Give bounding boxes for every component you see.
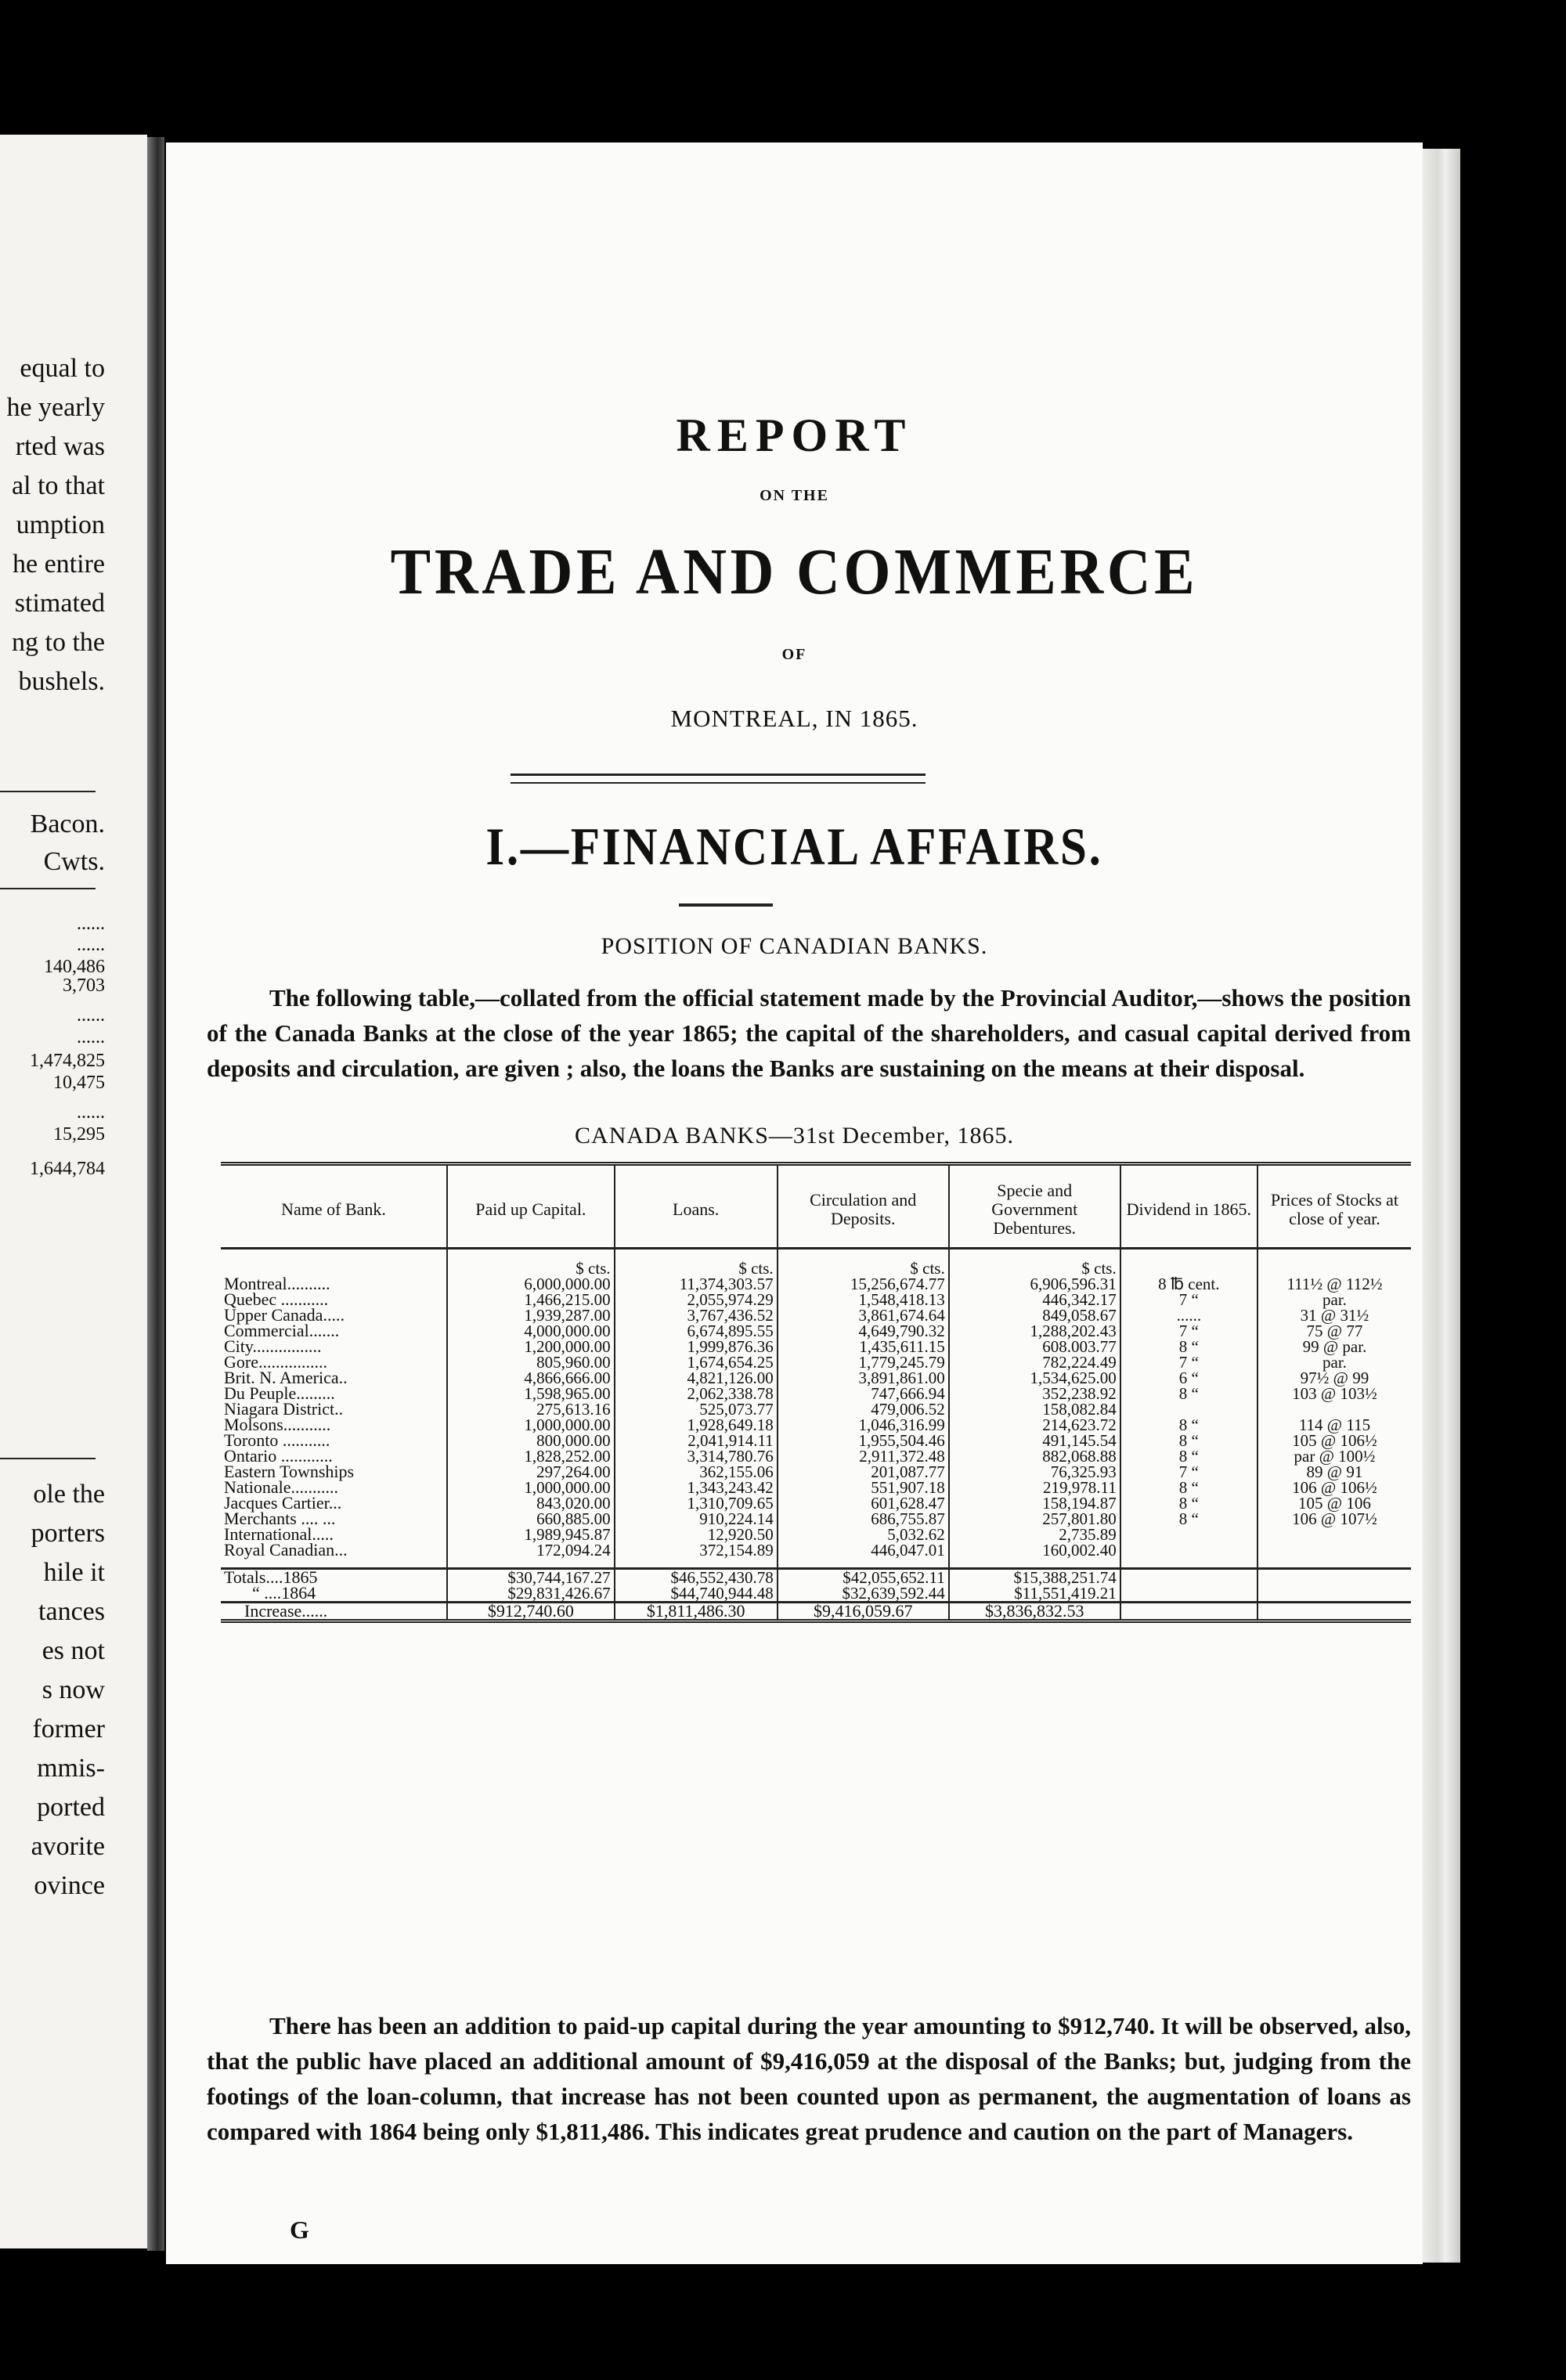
table-row: [221, 1323, 1411, 1339]
circulation-deposits: 686,755.87: [778, 1511, 949, 1527]
table-row: [221, 1307, 1411, 1323]
stock-price: 105 @ 106: [1257, 1495, 1411, 1511]
table-row: [221, 1354, 1411, 1370]
bank-name: Upper Canada.....: [224, 1305, 345, 1325]
table-row: [221, 1401, 1411, 1417]
table-row: [221, 1276, 1411, 1292]
sub-heading: POSITION OF CANADIAN BANKS.: [601, 933, 988, 959]
dividend: 7 “: [1120, 1354, 1257, 1370]
paid-up-capital: 800,000.00: [447, 1433, 615, 1448]
specie-debentures: 214,623.72: [949, 1417, 1120, 1433]
stock-price: 114 @ 115: [1257, 1417, 1411, 1433]
facing-page-value: ......: [77, 1027, 105, 1048]
circulation-deposits: 1,955,504.46: [778, 1433, 949, 1448]
dividend: [1120, 1542, 1257, 1569]
specie-debentures: 1,534,625.00: [949, 1370, 1120, 1386]
facing-page-line: ovince: [34, 1871, 105, 1900]
bank-name: Eastern Townships: [224, 1462, 355, 1481]
bank-name: Quebec ...........: [224, 1289, 329, 1309]
loans: 910,224.14: [615, 1511, 778, 1527]
facing-page-line: al to that: [12, 471, 105, 500]
table-row: [221, 1480, 1411, 1495]
specie-debentures: 782,224.49: [949, 1354, 1120, 1370]
circulation-deposits: 201,087.77: [778, 1464, 949, 1480]
loans: 525,073.77: [615, 1401, 778, 1417]
stock-price: 31 @ 31½: [1257, 1307, 1411, 1323]
facing-page-line: ole the: [33, 1480, 105, 1509]
loans: 2,062,338.78: [615, 1386, 778, 1401]
empty-cell: [1120, 1603, 1257, 1621]
paid-up-capital: 275,613.16: [447, 1401, 615, 1417]
totals-circulation: $42,055,652.11: [778, 1569, 949, 1586]
loans: 2,055,974.29: [615, 1292, 778, 1307]
facing-page-line: rted was: [15, 432, 105, 461]
table-row: [221, 1511, 1411, 1527]
specie-debentures: 882,068.88: [949, 1448, 1120, 1464]
paid-up-capital: 660,885.00: [447, 1511, 615, 1527]
bank-name: Montreal..........: [224, 1274, 330, 1293]
facing-page-line: es not: [41, 1636, 105, 1665]
circulation-deposits: 3,891,861.00: [778, 1370, 949, 1386]
unit-cell: $ cts.: [447, 1249, 615, 1277]
stock-price: [1257, 1542, 1411, 1569]
facing-page-line: ng to the: [12, 628, 105, 657]
stock-price: par.: [1257, 1354, 1411, 1370]
title-connector: OF: [781, 646, 807, 663]
increase-capital: $912,740.60: [447, 1603, 615, 1621]
totals-capital: $30,744,167.27: [447, 1569, 615, 1586]
facing-page: [0, 135, 147, 2248]
dividend: 6 “: [1120, 1370, 1257, 1386]
increase-specie: $3,836,832.53: [949, 1603, 1120, 1621]
facing-page-value: ......: [77, 1102, 105, 1123]
empty-cell: [1120, 1585, 1257, 1603]
dividend: 7 “: [1120, 1292, 1257, 1307]
facing-page-line: ported: [37, 1793, 105, 1822]
specie-debentures: 491,145.54: [949, 1433, 1120, 1448]
facing-page-value: 10,475: [53, 1073, 105, 1093]
increase-label: Increase......: [221, 1603, 447, 1621]
circulation-deposits: 1,435,611.15: [778, 1339, 949, 1354]
report-page: [166, 142, 1423, 2264]
short-rule: [679, 903, 773, 907]
loans: 372,154.89: [615, 1542, 778, 1569]
facing-page-line: mmis-: [37, 1754, 105, 1783]
specie-debentures: 849,058.67: [949, 1307, 1120, 1323]
table-row: [221, 1433, 1411, 1448]
facing-page-value: 15,295: [53, 1124, 105, 1145]
specie-debentures: 160,002.40: [949, 1542, 1120, 1569]
specie-debentures: 158,194.87: [949, 1495, 1120, 1511]
bank-name: Royal Canadian...: [224, 1540, 348, 1560]
loans: 4,821,126.00: [615, 1370, 778, 1386]
report-title: REPORT: [676, 409, 913, 461]
circulation-deposits: 1,548,418.13: [778, 1292, 949, 1307]
dividend: 7 “: [1120, 1323, 1257, 1339]
dividend: 8 “: [1120, 1433, 1257, 1448]
paid-up-capital: 1,000,000.00: [447, 1480, 615, 1495]
column-header: Bacon.: [30, 810, 105, 838]
specie-debentures: 446,342.17: [949, 1292, 1120, 1307]
empty-cell: [1257, 1603, 1411, 1621]
loans: 3,314,780.76: [615, 1448, 778, 1464]
bank-name: Gore................: [224, 1352, 327, 1372]
bank-name: International.....: [224, 1524, 334, 1544]
table-row: [221, 1542, 1411, 1569]
stock-price: 97½ @ 99: [1257, 1370, 1411, 1386]
column-header: Circulation and Deposits.: [778, 1164, 949, 1249]
table-row: [221, 1370, 1411, 1386]
loans: 1,999,876.36: [615, 1339, 778, 1354]
bank-name: Molsons...........: [224, 1415, 331, 1434]
closing-paragraph: There has been an addition to paid-up capital during the year amounting to $912,740. It will be observed, also, that the public have placed an additional amount of $9,416,059 at the disposal of the Banks; but, judging from the footings of the loan-column, that increase has not been counted upon as permanent, the augmentation of loans as compared with 1864 being only $1,811,486. This indicates great prudence and caution on the part of Managers.: [207, 2012, 1411, 2145]
bank-name: Brit. N. America..: [224, 1368, 348, 1387]
loans: 2,041,914.11: [615, 1433, 778, 1448]
loans: 1,343,243.42: [615, 1480, 778, 1495]
paid-up-capital: 843,020.00: [447, 1495, 615, 1511]
circulation-deposits: 551,907.18: [778, 1480, 949, 1495]
paid-up-capital: 6,000,000.00: [447, 1276, 615, 1292]
stock-price: 111½ @ 112½: [1257, 1276, 1411, 1292]
loans: 11,374,303.57: [615, 1276, 778, 1292]
table-row: [221, 1464, 1411, 1480]
circulation-deposits: 1,779,245.79: [778, 1354, 949, 1370]
totals-circulation: $32,639,592.44: [778, 1585, 949, 1603]
unit-cell: [1120, 1249, 1257, 1277]
facing-page-value: ......: [77, 1005, 105, 1026]
bank-name: Ontario ............: [224, 1446, 333, 1466]
totals-label: “ ....1864: [252, 1583, 316, 1603]
increase-row: [221, 1603, 1411, 1621]
column-header: Loans.: [615, 1164, 778, 1249]
circulation-deposits: 3,861,674.64: [778, 1307, 949, 1323]
circulation-deposits: 4,649,790.32: [778, 1323, 949, 1339]
dividend: 8 ℔ cent.: [1120, 1276, 1257, 1292]
paid-up-capital: 1,466,215.00: [447, 1292, 615, 1307]
loans: 12,920.50: [615, 1527, 778, 1542]
paid-up-capital: 297,264.00: [447, 1464, 615, 1480]
book-gutter: [147, 137, 164, 2251]
circulation-deposits: 1,046,316.99: [778, 1417, 949, 1433]
loans: 3,767,436.52: [615, 1307, 778, 1323]
dividend: [1120, 1527, 1257, 1542]
facing-page-value: 1,474,825: [30, 1051, 105, 1071]
table-row: [221, 1527, 1411, 1542]
facing-page-line: hile it: [43, 1558, 105, 1587]
facing-page-line: s now: [41, 1675, 105, 1704]
main-title: TRADE AND COMMERCE: [390, 536, 1199, 608]
column-header: Dividend in 1865.: [1120, 1164, 1257, 1249]
paid-up-capital: 805,960.00: [447, 1354, 615, 1370]
loans: 6,674,895.55: [615, 1323, 778, 1339]
table-row: [221, 1448, 1411, 1464]
totals-row: [221, 1569, 1411, 1586]
totals-specie: $11,551,419.21: [949, 1585, 1120, 1603]
bank-name: Merchants .... ...: [224, 1509, 336, 1528]
stock-price: 103 @ 103½: [1257, 1386, 1411, 1401]
column-header: Paid up Capital.: [447, 1164, 615, 1249]
table-row: [221, 1417, 1411, 1433]
bank-name: Du Peuple.........: [224, 1383, 335, 1403]
title-connector: ON THE: [760, 487, 829, 504]
bank-name: Nationale...........: [224, 1477, 339, 1497]
dividend: 8 “: [1120, 1511, 1257, 1527]
table-row: [221, 1386, 1411, 1401]
place-and-year: MONTREAL, IN 1865.: [670, 705, 918, 732]
dividend: 8 “: [1120, 1448, 1257, 1464]
stock-price: 105 @ 106½: [1257, 1433, 1411, 1448]
signature-mark: G: [290, 2216, 309, 2244]
divider: [0, 791, 96, 792]
loans: 362,155.06: [615, 1464, 778, 1480]
facing-page-line: former: [32, 1715, 105, 1744]
dividend: 8 “: [1120, 1417, 1257, 1433]
divider: [0, 888, 96, 889]
facing-page-value: ......: [77, 914, 105, 934]
facing-page-line: umption: [16, 510, 105, 539]
stock-price: 106 @ 106½: [1257, 1480, 1411, 1495]
stock-price: 106 @ 107½: [1257, 1511, 1411, 1527]
facing-page-line: porters: [31, 1519, 105, 1548]
circulation-deposits: 601,628.47: [778, 1495, 949, 1511]
stock-price: 75 @ 77: [1257, 1323, 1411, 1339]
stock-price: 89 @ 91: [1257, 1464, 1411, 1480]
facing-page-line: he entire: [13, 550, 105, 579]
specie-debentures: 158,082.84: [949, 1401, 1120, 1417]
table-row: [221, 1495, 1411, 1511]
circulation-deposits: 15,256,674.77: [778, 1276, 949, 1292]
units-row: [221, 1249, 1411, 1277]
bank-name: City................: [224, 1336, 322, 1356]
table-row: [221, 1292, 1411, 1307]
facing-page-line: equal to: [20, 354, 105, 383]
paid-up-capital: 4,866,666.00: [447, 1370, 615, 1386]
unit-cell: [1257, 1249, 1411, 1277]
bank-name: Niagara District..: [224, 1399, 344, 1419]
specie-debentures: 352,238.92: [949, 1386, 1120, 1401]
paid-up-capital: 1,000,000.00: [447, 1417, 615, 1433]
bank-name: Jacques Cartier...: [224, 1493, 342, 1513]
totals-label: Totals....1865: [221, 1569, 447, 1586]
paid-up-capital: 172,094.24: [447, 1542, 615, 1569]
loans: 1,928,649.18: [615, 1417, 778, 1433]
facing-page-value: 1,644,784: [30, 1159, 105, 1179]
specie-debentures: 6,906,596.31: [949, 1276, 1120, 1292]
dividend: 7 “: [1120, 1464, 1257, 1480]
column-header: Prices of Stocks at close of year.: [1257, 1164, 1411, 1249]
unit-cell: $ cts.: [778, 1249, 949, 1277]
stock-price: 99 @ par.: [1257, 1339, 1411, 1354]
dividend: 8 “: [1120, 1495, 1257, 1511]
facing-page-value: 3,703: [63, 975, 105, 996]
table-row: [221, 1339, 1411, 1354]
dividend: 8 “: [1120, 1480, 1257, 1495]
unit-cell: $ cts.: [615, 1249, 778, 1277]
specie-debentures: 257,801.80: [949, 1511, 1120, 1527]
loans: 1,674,654.25: [615, 1354, 778, 1370]
totals-row: [221, 1585, 1411, 1603]
intro-paragraph: The following table,—collated from the official statement made by the Provincial Auditor,—shows the position of the Canada Banks at the close of the year 1865; the capital of the shareholders, and casual capital derived from deposits and circulation, are given ; also, the loans the Banks are sustaining on the means at their disposal.: [207, 984, 1411, 1082]
specie-debentures: 608.003.77: [949, 1339, 1120, 1354]
page-edges: [1423, 149, 1460, 2263]
totals-specie: $15,388,251.74: [949, 1569, 1120, 1586]
bank-name: Commercial.......: [224, 1321, 340, 1340]
facing-page-line: avorite: [31, 1832, 105, 1861]
table-caption: CANADA BANKS—31st December, 1865.: [575, 1123, 1014, 1149]
dividend: ......: [1120, 1307, 1257, 1323]
column-header: Name of Bank.: [281, 1199, 386, 1219]
empty-cell: [1257, 1585, 1411, 1603]
stock-price: [1257, 1401, 1411, 1417]
circulation-deposits: 747,666.94: [778, 1386, 949, 1401]
stock-price: par @ 100½: [1257, 1448, 1411, 1464]
paid-up-capital: 1,598,965.00: [447, 1386, 615, 1401]
circulation-deposits: 479,006.52: [778, 1401, 949, 1417]
totals-loans: $46,552,430.78: [615, 1569, 778, 1586]
dividend: [1120, 1401, 1257, 1417]
specie-debentures: 1,288,202.43: [949, 1323, 1120, 1339]
facing-page-line: bushels.: [18, 667, 105, 696]
circulation-deposits: 2,911,372.48: [778, 1448, 949, 1464]
specie-debentures: 76,325.93: [949, 1464, 1120, 1480]
column-header: Specie and Government Debentures.: [949, 1164, 1120, 1249]
facing-page-value: ......: [77, 935, 105, 955]
section-title: I.—FINANCIAL AFFAIRS.: [485, 817, 1103, 876]
stock-price: [1257, 1527, 1411, 1542]
stock-price: par.: [1257, 1292, 1411, 1307]
banks-table: [221, 1162, 1411, 1623]
unit-cell: $ cts.: [949, 1249, 1120, 1277]
facing-page-value: 140,486: [44, 957, 105, 977]
increase-circulation: $9,416,059.67: [778, 1603, 949, 1621]
circulation-deposits: 5,032.62: [778, 1527, 949, 1542]
facing-page-line: stimated: [14, 589, 105, 618]
table-header-row: [221, 1164, 1411, 1249]
empty-cell: [1257, 1569, 1411, 1586]
paid-up-capital: 1,200,000.00: [447, 1339, 615, 1354]
circulation-deposits: 446,047.01: [778, 1542, 949, 1569]
double-rule: [511, 774, 926, 784]
dividend: 8 “: [1120, 1386, 1257, 1401]
unit-cell: [221, 1249, 447, 1277]
paid-up-capital: 1,828,252.00: [447, 1448, 615, 1464]
bank-name: Toronto ...........: [224, 1430, 330, 1450]
divider: [0, 1458, 96, 1459]
facing-page-line: tances: [38, 1597, 105, 1626]
specie-debentures: 219,978.11: [949, 1480, 1120, 1495]
column-header: Cwts.: [43, 847, 105, 876]
specie-debentures: 2,735.89: [949, 1527, 1120, 1542]
paid-up-capital: 1,939,287.00: [447, 1307, 615, 1323]
loans: 1,310,709.65: [615, 1495, 778, 1511]
increase-loans: $1,811,486.30: [615, 1603, 778, 1621]
paid-up-capital: 4,000,000.00: [447, 1323, 615, 1339]
empty-cell: [1120, 1569, 1257, 1586]
dividend: 8 “: [1120, 1339, 1257, 1354]
totals-capital: $29,831,426.67: [447, 1585, 615, 1603]
totals-loans: $44,740,944.48: [615, 1585, 778, 1603]
paid-up-capital: 1,989,945.87: [447, 1527, 615, 1542]
facing-page-line: he yearly: [6, 393, 105, 422]
